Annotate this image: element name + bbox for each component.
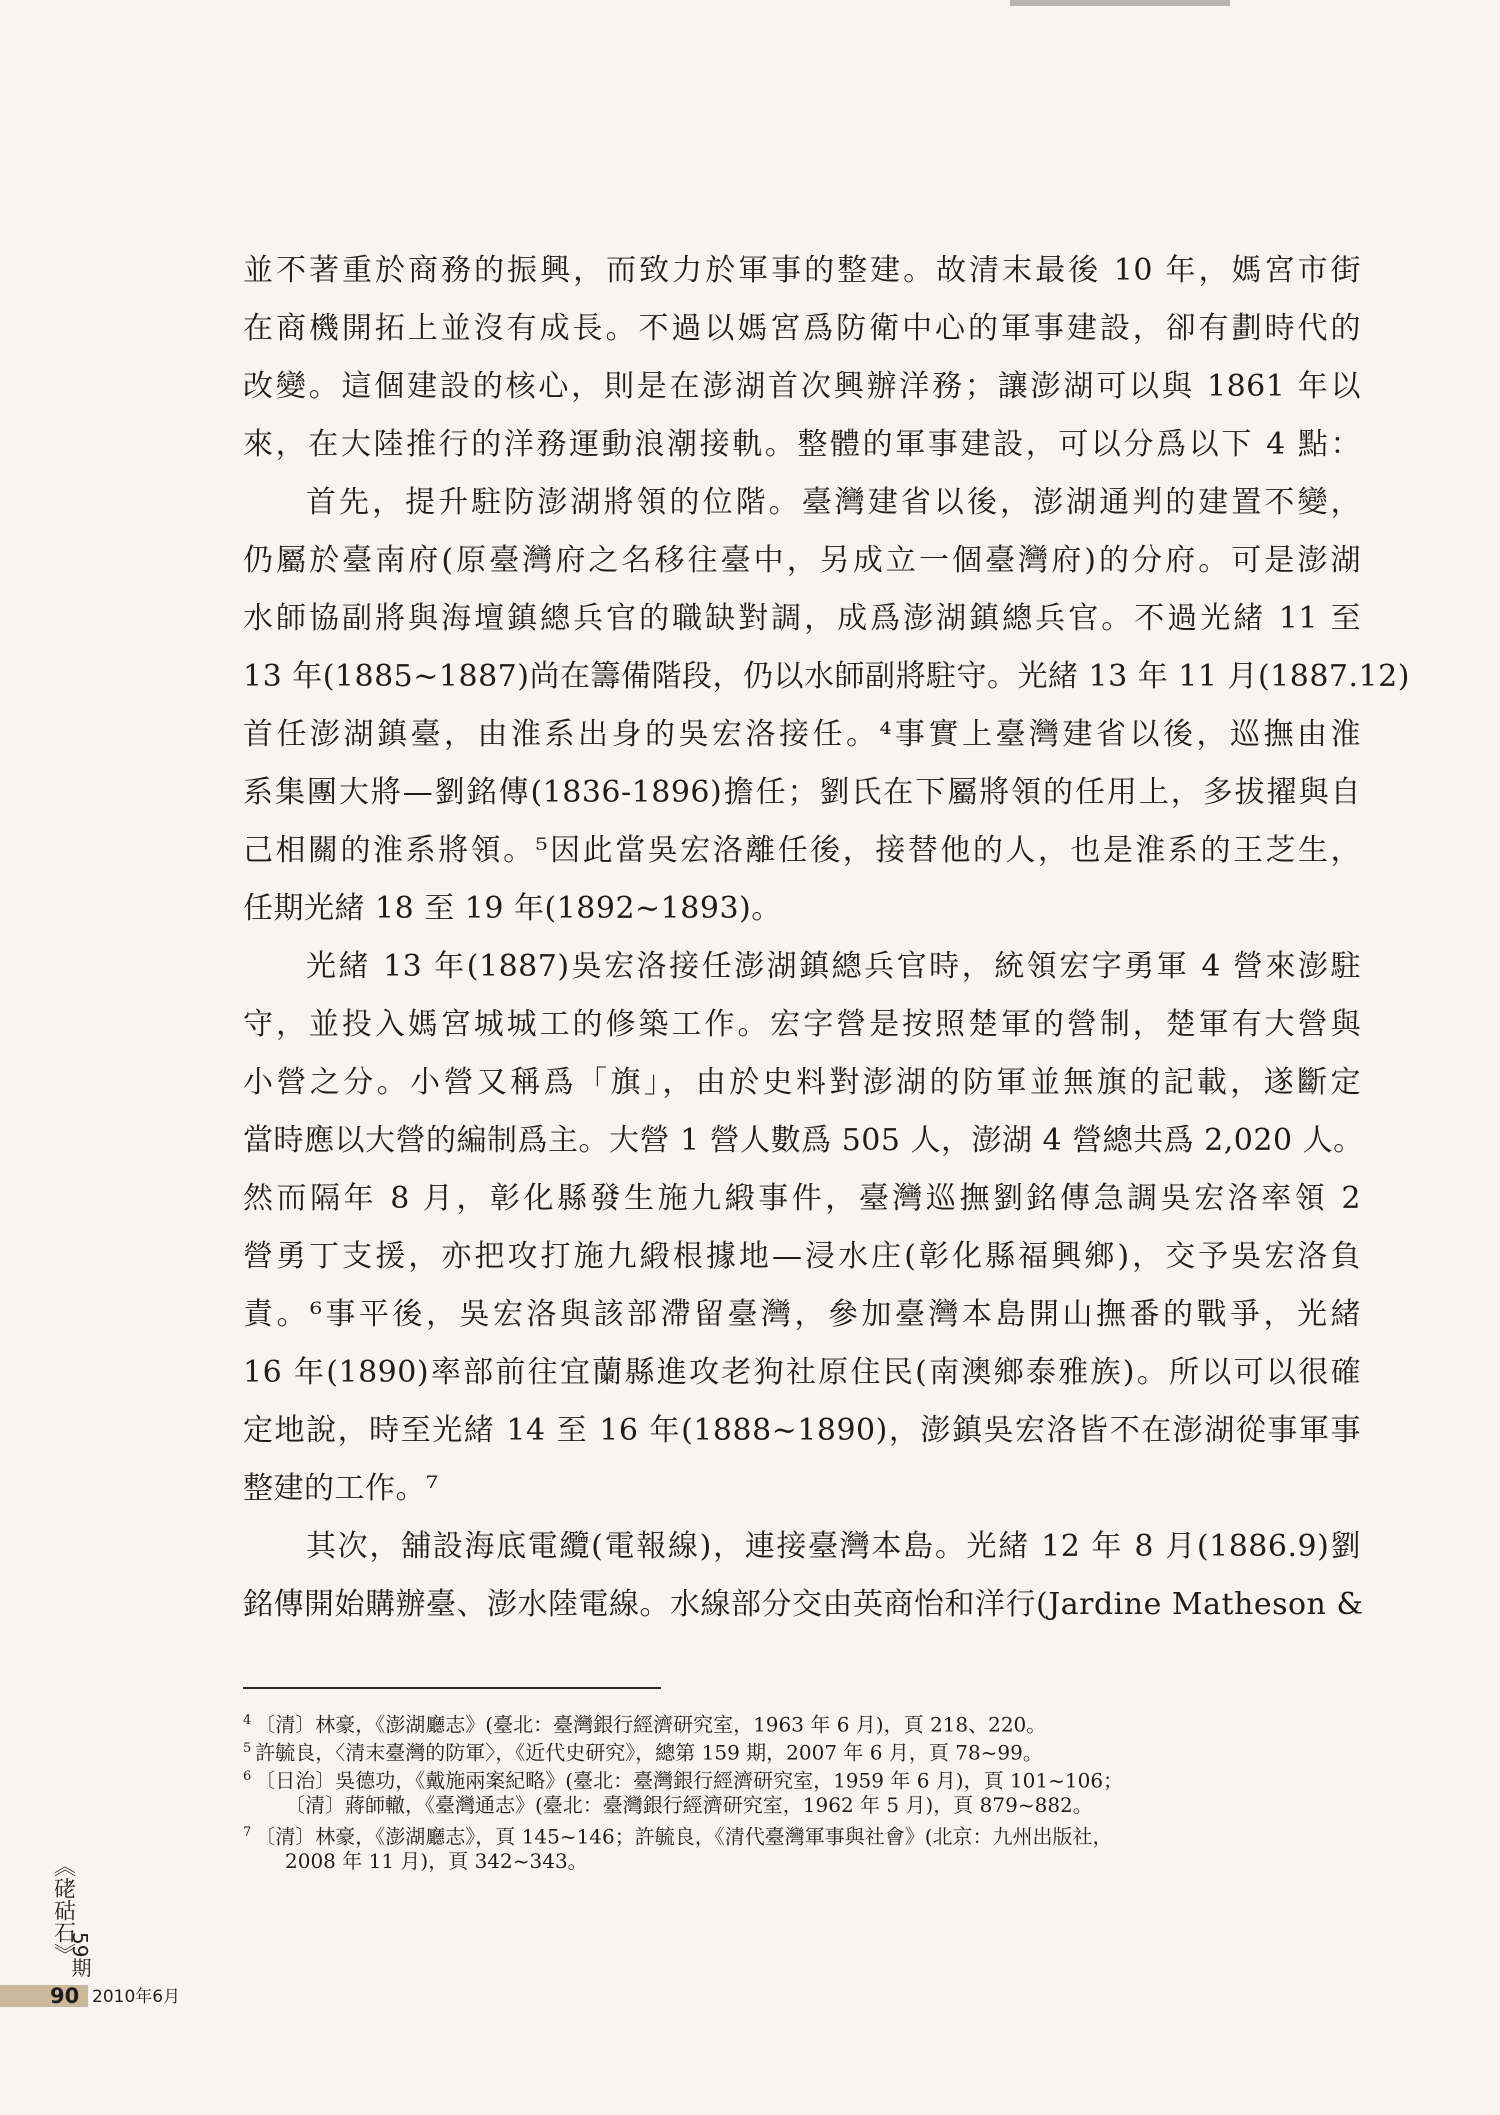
text-line: 己相關的淮系將領。⁵因此當吳宏洛離任後，接替他的人，也是淮系的王芝生， (243, 833, 1361, 868)
footnote-text: 許毓良，〈清末臺灣的防軍〉，《近代史研究》，總第 159 期，2007 年 6 月，頁 78~99。 (255, 1740, 1043, 1765)
footnote-number: 7 (243, 1825, 252, 1840)
footnote-7 (243, 1819, 1373, 1875)
footnote-number: 6 (243, 1769, 252, 1784)
text-line: 並不著重於商務的振興，而致力於軍事的整建。故清末最後 10 年，媽宮市街 (243, 253, 1361, 288)
page-number: 90 (50, 1984, 80, 2008)
text-line: 水師協副將與海壇鎮總兵官的職缺對調，成爲澎湖鎮總兵官。不過光緒 11 至 (243, 601, 1361, 636)
footnote-line (243, 1763, 1373, 1791)
header-rule (1010, 0, 1230, 6)
text-line: 其次，舖設海底電纜(電報線)，連接臺灣本島。光緒 12 年 8 月(1886.9)劉 (306, 1529, 1361, 1564)
paragraph (243, 1518, 1364, 1634)
text-line: 系集團大將—劉銘傳(1836-1896)擔任；劉氏在下屬將領的任用上，多拔擢與自 (243, 775, 1361, 810)
footnote-text: 〔清〕林豪，《澎湖廳志》，頁 145~146；許毓良，《清代臺灣軍事與社會》(北京：九州出版社， (255, 1824, 1113, 1849)
footnote-5 (243, 1735, 1373, 1763)
paragraph (243, 474, 1410, 938)
text-line: 在商機開拓上並沒有成長。不過以媽宮爲防衛中心的軍事建設，卻有劃時代的 (243, 311, 1361, 346)
issue-number: 59期 (68, 1932, 92, 1978)
footnote-text: 〔日治〕吳德功，《戴施兩案紀略》(臺北：臺灣銀行經濟研究室，1959 年 6 月)，頁 101~106； (255, 1768, 1124, 1793)
text-line: 光緒 13 年(1887)吳宏洛接任澎湖鎮總兵官時，統領宏字勇軍 4 營來澎駐 (306, 949, 1361, 984)
text-line: 首任澎湖鎮臺，由淮系出身的吳宏洛接任。⁴事實上臺灣建省以後，巡撫由淮 (243, 717, 1361, 752)
text-line: 16 年(1890)率部前往宜蘭縣進攻老狗社原住民(南澳鄉泰雅族)。所以可以很確 (243, 1355, 1361, 1390)
text-line: 守，並投入媽宮城城工的修築工作。宏字營是按照楚軍的營制，楚軍有大營與 (243, 1007, 1361, 1042)
text-line: 仍屬於臺南府(原臺灣府之名移往臺中，另成立一個臺灣府)的分府。可是澎湖 (243, 543, 1361, 578)
text-line: 小營之分。小營又稱爲「旗」，由於史料對澎湖的防軍並無旗的記載，遂斷定 (243, 1065, 1361, 1100)
text-line: 首先，提升駐防澎湖將領的位階。臺灣建省以後，澎湖通判的建置不變， (306, 485, 1361, 520)
text-line: 銘傳開始購辦臺、澎水陸電線。水線部分交由英商怡和洋行(Jardine Matheson & (243, 1587, 1364, 1622)
footnote-line: 2008 年 11 月)，頁 342~343。 (285, 1849, 588, 1873)
footnote-line (243, 1735, 1373, 1763)
footnote-6 (243, 1763, 1373, 1819)
text-line: 來，在大陸推行的洋務運動浪潮接軌。整體的軍事建設，可以分爲以下 4 點： (243, 427, 1361, 462)
footnote-number: 4 (243, 1713, 252, 1728)
footnotes (243, 1707, 1373, 1875)
text-line: 責。⁶事平後，吳宏洛與該部滯留臺灣，參加臺灣本島開山撫番的戰爭，光緒 (243, 1297, 1361, 1332)
text-line: 營勇丁支援，亦把攻打施九緞根據地—浸水庄(彰化縣福興鄉)，交予吳宏洛負 (243, 1239, 1361, 1274)
text-line: 當時應以大營的編制爲主。大營 1 營人數爲 505 人，澎湖 4 營總共爲 2,020 人。 (243, 1123, 1364, 1158)
issue-date: 2010年6月 (92, 1987, 181, 2007)
footnote-text: 〔清〕林豪，《澎湖廳志》(臺北：臺灣銀行經濟研究室，1963 年 6 月)，頁 218、220。 (255, 1712, 1047, 1737)
text-line: 13 年(1885~1887)尚在籌備階段，仍以水師副將駐守。光緒 13 年 11 月(1887.12) (243, 659, 1410, 694)
footnote-line (243, 1707, 1373, 1735)
footnote-4 (243, 1707, 1373, 1735)
text-line: 然而隔年 8 月，彰化縣發生施九緞事件，臺灣巡撫劉銘傳急調吳宏洛率領 2 (243, 1181, 1361, 1216)
footnote-line (243, 1819, 1373, 1847)
footnote-divider (243, 1687, 661, 1689)
text-line: 整建的工作。⁷ (243, 1471, 439, 1506)
text-line: 改變。這個建設的核心，則是在澎湖首次興辦洋務；讓澎湖可以與 1861 年以 (243, 369, 1361, 404)
paragraph (243, 242, 1361, 474)
text-line: 定地說，時至光緒 14 至 16 年(1888~1890)，澎鎮吳宏洛皆不在澎湖從事軍事 (243, 1413, 1361, 1448)
journal-title-text: 《硓𥑮石》 (50, 1855, 76, 1965)
footnote-line: 〔清〕蔣師轍，《臺灣通志》(臺北：臺灣銀行經濟研究室，1962 年 5 月)，頁 879~882。 (285, 1793, 1093, 1817)
paragraph (243, 938, 1364, 1518)
text-line: 任期光緒 18 至 19 年(1892~1893)。 (243, 891, 782, 926)
article-body (243, 242, 1410, 1634)
footnote-number: 5 (243, 1741, 252, 1756)
